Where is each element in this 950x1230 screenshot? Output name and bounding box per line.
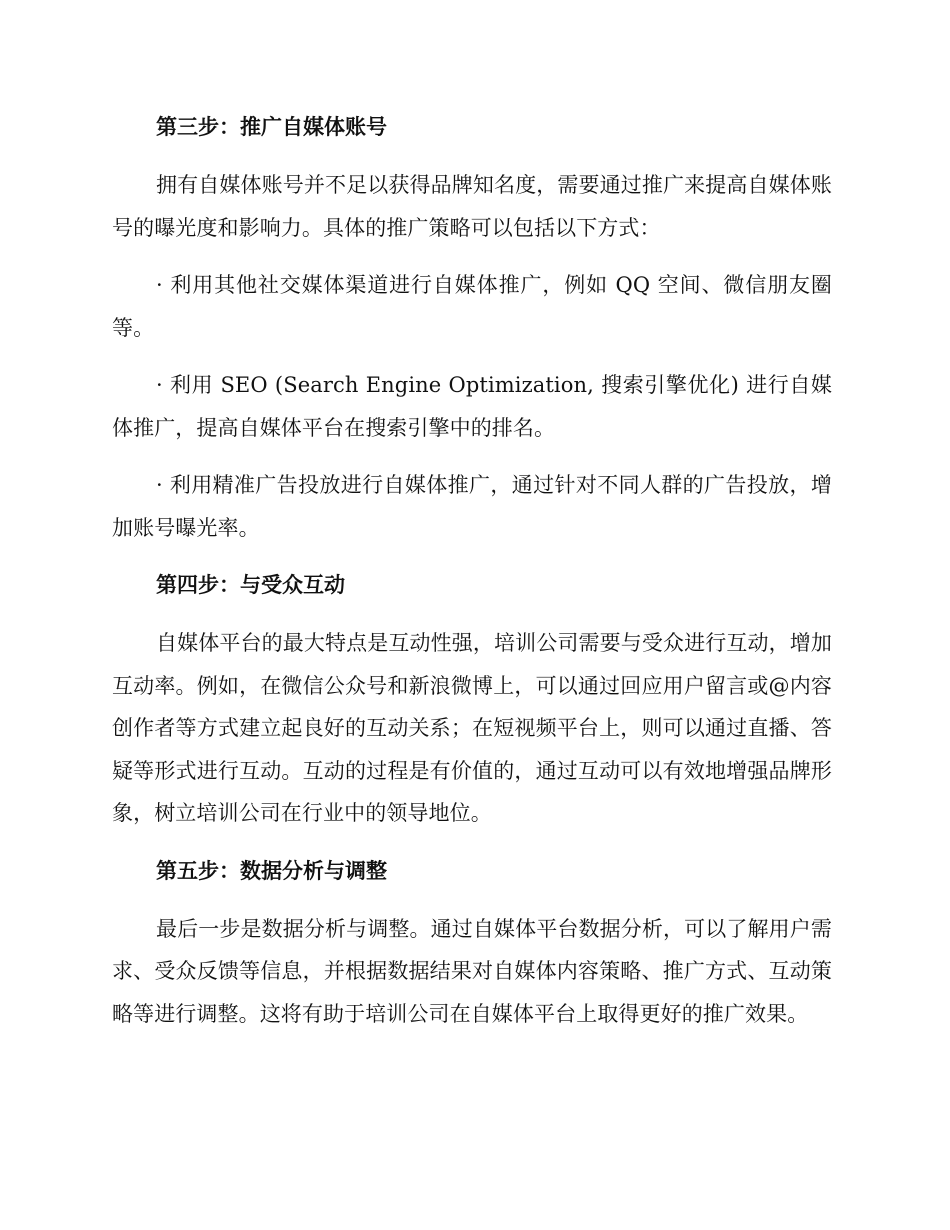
section-heading-step5: 第五步：数据分析与调整: [156, 858, 387, 883]
paragraph-step5: 最后一步是数据分析与调整。通过自媒体平台数据分析，可以了解用户需求、受众反馈等信息，并根据数据结果对自媒体内容策略、推广方式、互动策略等进行调整。这将有助于培训公司在自媒体平台上取得更好的推广效果。: [112, 916, 832, 1026]
paragraph-step4: 自媒体平台的最大特点是互动性强，培训公司需要与受众进行互动，增加互动率。例如，在微信公众号和新浪微博上，可以通过回应用户留言或@内容创作者等方式建立起良好的互动关系；在短视频平台上，则可以通过直播、答疑等形式进行互动。互动的过程是有价值的，通过互动可以有效地增强品牌形象，树立培训公司在行业中的领导地位。: [112, 631, 832, 825]
document-page: [112, 106, 832, 1050]
section-heading-step4: 第四步：与受众互动: [156, 573, 345, 597]
bullet-ads: · 利用精准广告投放进行自媒体推广，通过针对不同人群的广告投放，增加账号曝光率。: [112, 473, 832, 540]
bullet-seo: · 利用 SEO (Search Engine Optimization, 搜索引擎优化) 进行自媒体推广，提高自媒体平台在搜索引擎中的排名。: [112, 373, 832, 440]
section-heading-step3: 第三步：推广自媒体账号: [156, 115, 387, 139]
paragraph-step3-intro: 拥有自媒体账号并不足以获得品牌知名度，需要通过推广来提高自媒体账号的曝光度和影响力。具体的推广策略可以包括以下方式：: [112, 173, 832, 240]
bullet-social-media: · 利用其他社交媒体渠道进行自媒体推广，例如 QQ 空间、微信朋友圈等。: [112, 273, 832, 340]
